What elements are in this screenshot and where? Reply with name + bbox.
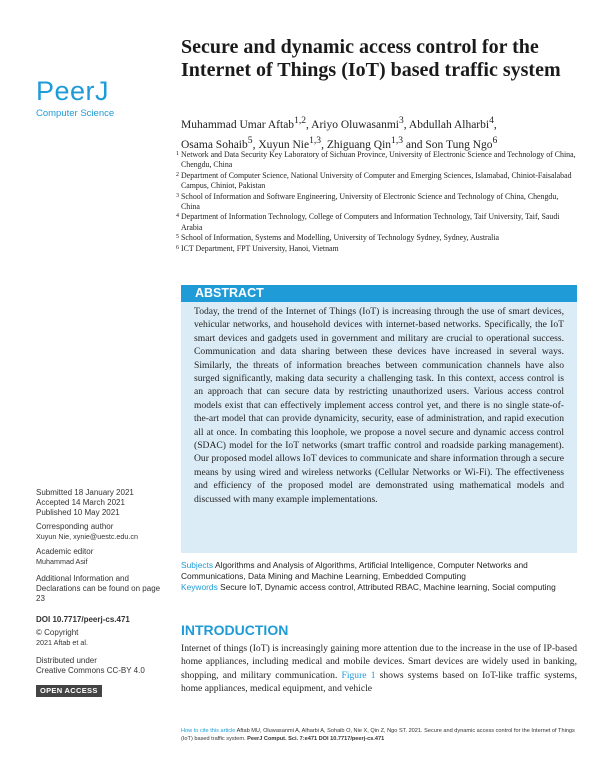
affil-marker: 1,2: [294, 115, 307, 126]
affiliation: 3 School of Information and Software Engineering, University of Electronic Science and Technology of China, Chengdu, China: [176, 191, 559, 212]
paper-title: Secure and dynamic access control for the Internet of Things (IoT) based traffic system: [181, 36, 561, 81]
affil-marker: 1,3: [309, 134, 322, 146]
affiliation: 5 School of Information, Systems and Modelling, University of Technology Sydney, Sydney, Australia: [176, 233, 500, 243]
logo-subtitle: Computer Science: [36, 108, 115, 119]
subjects-keywords: Subjects Algorithms and Analysis of Algorithms, Artificial Intelligence, Computer Networks and Communications, Data Mining and Machine Learning, Embedded Computing Keywords Secure IoT, Dynamic access control, Attributed RBAC, Machine learning, Social computing: [181, 560, 556, 593]
author-name: Osama Sohaib: [181, 138, 248, 151]
affil-marker: 1,3: [391, 134, 404, 146]
affiliation: 1 Network and Data Security Key Laboratory of Sichuan Province, University of Electronic Science and Technology of China, Chengdu, China: [176, 150, 576, 170]
submitted-date: Submitted 18 January 2021: [36, 488, 134, 497]
abstract-heading: ABSTRACT: [181, 285, 577, 302]
license: Distributed under Creative Commons CC-BY 4.0: [36, 656, 145, 676]
copyright-icon: ©: [36, 628, 42, 637]
copyright: © Copyright 2021 Aftab et al.: [36, 628, 88, 648]
author-name: and Son Tung Ngo: [403, 138, 493, 151]
license-link[interactable]: Creative Commons CC-BY 4.0: [36, 666, 145, 676]
section-heading-introduction: INTRODUCTION: [181, 622, 289, 638]
cite-label: How to cite this article: [181, 728, 236, 734]
citation-footer: How to cite this article Aftab MU, Oluwasanmi A, Alharbi A, Sohaib O, Nie X, Qin Z, Ngo ST. 2021. Secure and dynamic access control for the Internet of Things (IoT) based traffic system. PeerJ Comput. Sci. 7:e471 DOI 10.7717/peerj-cs.471: [181, 728, 575, 742]
journal-logo: [36, 78, 114, 119]
author-name: , Ariyo Oluwasanmi: [306, 118, 399, 131]
author-name: , Xuyun Nie: [252, 138, 310, 151]
affiliation: 4 Department of Information Technology, College of Computers and Information Technology, Taif University, Taif, Saudi Arabia: [176, 212, 560, 232]
additional-info: Additional Information and Declarations can be found on page 23: [36, 574, 161, 604]
affiliation-list: [176, 150, 576, 254]
affiliation: 6 ICT Department, FPT University, Hanoi, Vietnam: [176, 243, 339, 253]
author-name: Muhammad Umar Aftab: [181, 118, 295, 131]
affiliation: 2 Department of Computer Science, National University of Computer and Emerging Sciences, Islamabad, Chiniot-Faisalabad Campus, Chiniot, Pakistan: [176, 170, 572, 191]
article-dates: [36, 488, 134, 519]
abstract-section: [181, 285, 577, 553]
academic-editor: Academic editor Muhammad Asif: [36, 547, 94, 567]
logo-peerj: PeerJ: [36, 76, 110, 106]
keywords-label: Keywords: [181, 582, 218, 593]
author-name: , Abdullah Alharbi: [403, 118, 490, 131]
open-access-badge: OPEN ACCESS: [36, 685, 102, 697]
author-list: Muhammad Umar Aftab$^{1,2}$, Ariyo Oluwasanmi$^3$, Abdullah Alharbi$^4$, Osama Sohaib$^5$, Xuyun Nie$^{1,3}$, Zhiguang Qin$^{1,3}$ and Son Tung Ngo$^6$: [181, 115, 498, 151]
subjects-label: Subjects: [181, 560, 214, 570]
affil-marker: 4: [489, 115, 494, 126]
doi-link[interactable]: DOI 10.7717/peerj-cs.471: [36, 615, 130, 624]
figure-link[interactable]: Figure 1: [341, 669, 376, 681]
corresponding-email[interactable]: Xuyun Nie, xynie@uestc.edu.cn: [36, 532, 138, 542]
abstract-text: Today, the trend of the Internet of Things (IoT) is increasing through the use of smart devices, vehicular networks, and household devices with internet-based networks. Specifically, the IoT smart devices and gadgets used in government and military are crucial to operational success. Communication and data sharing between these devices have increased in several ways. Similarly, the threats of information breaches between communication channels have also surged significantly, making data security a challenging task. In this context, access control is an approach that can secure data by restricting unauthorized users. Various access control models exist that can effectively implement access control yet, and there is no single state-of-the-art model that can provide dynamicity, security, ease of administration, and rapid execution all at once. In combating this loophole, we propose a novel secure and dynamic access control (SDAC) model for the IoT networks (smart traffic control and roadside parking management). Our proposed model allows IoT devices to communicate and share information through a secure means by using wired and wireless networks (Cellular Networks or Wi-Fi). The effectiveness and efficiency of the proposed model are demonstrated using mathematical models and discussed with many example implementations.: [194, 306, 564, 505]
introduction-text: Internet of things (IoT) is increasingly gaining more attention due to the increase in the use of IP-based home appliances, including medical and mobile devices. Smart devices are widely used in banking, shopping, and military communication. Figure 1 shows systems based on IoT-like traffic systems, home appliances, medical equipment, and vehicle: [181, 643, 577, 695]
published-date: Published 10 May 2021: [36, 508, 120, 518]
author-name: , Zhiguang Qin: [321, 138, 392, 151]
affil-marker: 3: [399, 115, 404, 126]
corresponding-author: Corresponding author Xuyun Nie, xynie@uestc.edu.cn: [36, 522, 138, 542]
affil-marker: 5: [247, 134, 253, 146]
accepted-date: Accepted 14 March 2021: [36, 498, 125, 508]
affil-marker: 6: [492, 134, 498, 146]
